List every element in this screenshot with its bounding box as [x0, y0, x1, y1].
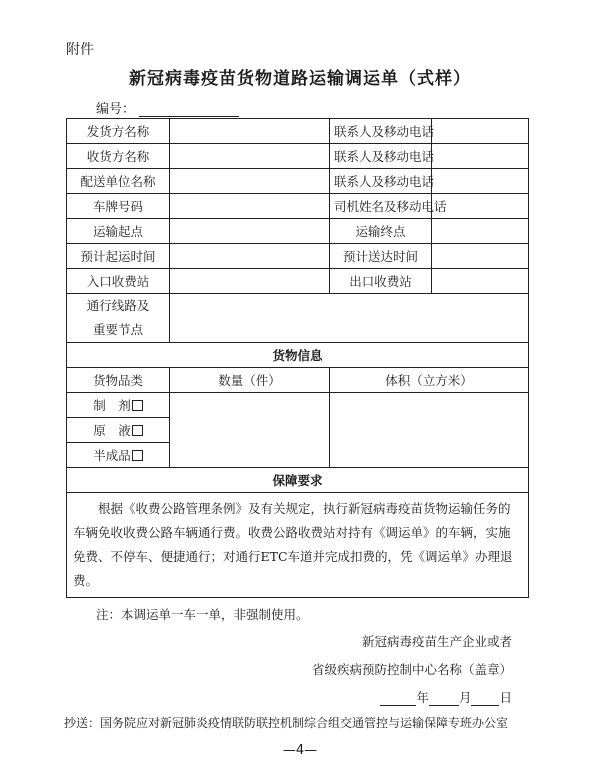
table-row: [67, 244, 529, 269]
checkbox-semi-finished[interactable]: [132, 450, 143, 461]
delivery-unit-label: 配送单位名称: [67, 169, 170, 194]
plate-label: 车牌号码: [67, 194, 170, 219]
consignee-contact-field[interactable]: [432, 144, 529, 169]
goods-section-header: 货物信息: [67, 343, 529, 368]
delivery-unit-field[interactable]: [170, 169, 330, 194]
month-label: 月: [458, 690, 472, 705]
consignee-contact-label: 联系人及移动电话: [330, 144, 432, 169]
goods-item: [67, 393, 170, 418]
month-field[interactable]: [429, 691, 459, 706]
table-row: [67, 294, 529, 343]
goods-item-label: 制 剂: [93, 398, 131, 413]
table-row: [67, 343, 529, 368]
depart-time-label: 预计起运时间: [67, 244, 170, 269]
checkbox-preparation[interactable]: [132, 400, 143, 411]
usage-note: 注：本调运单一车一单，非强制使用。: [96, 607, 309, 622]
route-label-line2: 重要节点: [92, 322, 143, 337]
arrive-time-label: 预计送达时间: [330, 244, 432, 269]
consignee-label: 收货方名称: [67, 144, 170, 169]
route-field[interactable]: [170, 294, 529, 343]
document-title: 新冠病毒疫苗货物道路运输调运单（式样）: [129, 69, 471, 89]
table-row: [67, 493, 529, 598]
shipper-label: 发货方名称: [67, 119, 170, 144]
attachment-label: 附件: [66, 42, 94, 58]
year-label: 年: [416, 690, 429, 705]
goods-quantity-header: 数量（件）: [170, 368, 330, 393]
form-number: [96, 98, 239, 117]
table-row: [67, 393, 529, 418]
route-label-line1: 通行线路及: [86, 298, 150, 313]
delivery-contact-label: 联系人及移动电话: [330, 169, 432, 194]
form-number-field[interactable]: [139, 102, 239, 117]
date-line: [0, 688, 512, 706]
goods-item-label: 半成品: [93, 448, 131, 463]
day-label: 日: [499, 690, 512, 705]
year-field[interactable]: [380, 691, 416, 706]
origin-field[interactable]: [170, 219, 330, 244]
quantity-field[interactable]: [170, 393, 330, 468]
consignee-field[interactable]: [170, 144, 330, 169]
table-row: [67, 194, 529, 219]
table-row: [67, 468, 529, 493]
cc-line: 抄送：国务院应对新冠肺炎疫情联防联控机制综合组交通管控与运输保障专班办公室: [64, 716, 509, 730]
delivery-contact-field[interactable]: [432, 169, 529, 194]
shipper-contact-label: 联系人及移动电话: [330, 119, 432, 144]
entry-toll-field[interactable]: [170, 269, 330, 294]
table-row: [67, 368, 529, 393]
goods-item: [67, 418, 170, 443]
depart-time-field[interactable]: [170, 244, 330, 269]
origin-label: 运输起点: [67, 219, 170, 244]
exit-toll-field[interactable]: [432, 269, 529, 294]
day-field[interactable]: [471, 691, 499, 706]
table-row: [67, 219, 529, 244]
entry-toll-label: 入口收费站: [67, 269, 170, 294]
volume-field[interactable]: [330, 393, 529, 468]
route-label: [67, 294, 170, 343]
goods-item: [67, 443, 170, 468]
signature-line-2: 省级疾病预防控制中心名称（盖章）: [311, 662, 512, 677]
checkbox-stock-solution[interactable]: [132, 425, 143, 436]
driver-label: 司机姓名及移动电话: [330, 194, 432, 219]
destination-label: 运输终点: [330, 219, 432, 244]
exit-toll-label: 出口收费站: [330, 269, 432, 294]
arrive-time-field[interactable]: [432, 244, 529, 269]
signature-line-1: 新冠病毒疫苗生产企业或者: [361, 634, 512, 649]
table-row: [67, 119, 529, 144]
destination-field[interactable]: [432, 219, 529, 244]
table-row: [67, 269, 529, 294]
table-row: [67, 169, 529, 194]
table-row: [67, 144, 529, 169]
shipper-contact-field[interactable]: [432, 119, 529, 144]
plate-field[interactable]: [170, 194, 330, 219]
form-number-label: 编号：: [96, 102, 136, 117]
shipper-field[interactable]: [170, 119, 330, 144]
dispatch-form-table: [66, 118, 529, 598]
goods-item-label: 原 液: [93, 423, 131, 438]
goods-category-header: 货物品类: [67, 368, 170, 393]
page-number: —4—: [282, 743, 318, 758]
goods-volume-header: 体积（立方米）: [330, 368, 529, 393]
guarantee-section-header: 保障要求: [67, 468, 529, 493]
guarantee-text: 根据《收费公路管理条例》及有关规定，执行新冠病毒疫苗货物运输任务的车辆免收收费公路车辆通行费。收费公路收费站对持有《调运单》的车辆，实施免费、不停车、便捷通行；对通行ETC车道并完成扣费的，凭《调运单》办理退费。: [67, 493, 529, 598]
